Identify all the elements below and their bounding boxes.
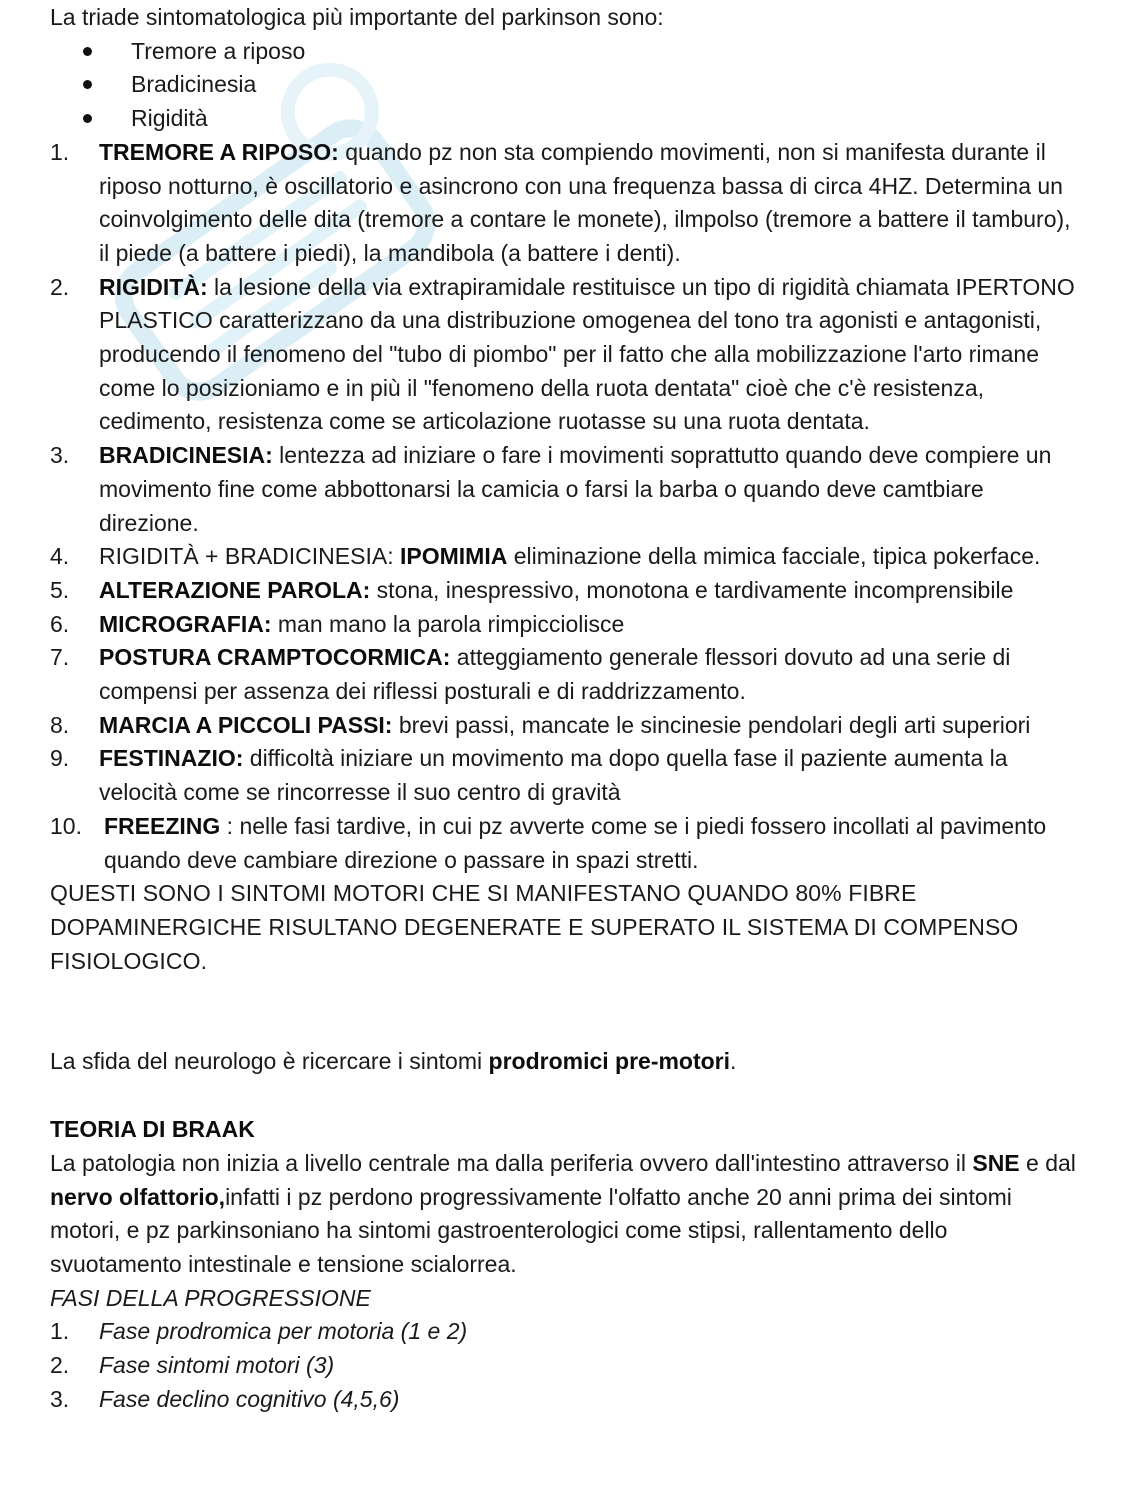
motor-symptoms-note: QUESTI SONO I SINTOMI MOTORI CHE SI MANIFESTANO QUANDO 80% FIBRE DOPAMINERGICHE RISULTANO DEGENERATE E SUPERATO IL SISTEMA DI COMPENSO FISIOLOGICO.: [50, 880, 1019, 974]
spacer: [50, 978, 1080, 1045]
triad-list: [50, 35, 1080, 136]
list-item: Tremore a riposo: [50, 35, 1080, 69]
phase-item-2: 2. Fase sintomi motori (3): [50, 1352, 335, 1379]
symptom-item-4: 4. RIGIDITÀ + BRADICINESIA: IPOMIMIA eliminazione della mimica facciale, tipica pokerface.: [50, 543, 1041, 570]
bullet-icon: [83, 80, 92, 89]
braak-heading: TEORIA DI BRAAK: [50, 1116, 255, 1143]
symptom-item-5: 5. ALTERAZIONE PAROLA: stona, inespressivo, monotona e tardivamente incomprensibile: [50, 576, 1014, 603]
phase-item-1: 1. Fase prodromica per motoria (1 e 2): [50, 1318, 468, 1345]
symptoms-list: [50, 136, 1080, 877]
symptom-item-3: 3. BRADICINESIA: lentezza ad iniziare o fare i movimenti soprattutto quando deve compiere un movimento fine come abbottonarsi la camicia o farsi la barba o quando deve camtbiare direzione.: [50, 442, 1052, 536]
symptom-item-2: 2. RIGIDITÀ: la lesione della via extrapiramidale restituisce un tipo di rigidità chiamata IPERTONO PLASTICO caratterizzano da una distribuzione omogenea del tono tra agonisti e antagonisti, producendo il fenomeno del "tubo di piombo" per il fatto che alla mobilizzazione l'arto rimane come lo posizioniamo e in più il "fenomeno della ruota dentata" cioè che c'è resistenza, cedimento, resistenza come se articolazione ruotasse su una ruota dentata.: [50, 273, 1075, 435]
phase-item-3: 3. Fase declino cognitivo (4,5,6): [50, 1385, 400, 1412]
symptom-item-8: 8. MARCIA A PICCOLI PASSI: brevi passi, mancate le sincinesie pendolari degli arti superiori: [50, 711, 1031, 738]
document-page: [50, 1, 1080, 1416]
list-item: Rigidità: [50, 102, 1080, 136]
intro-text: La triade sintomatologica più importante del parkinson sono:: [50, 4, 664, 30]
phases-heading: FASI DELLA PROGRESSIONE: [50, 1284, 371, 1311]
challenge-text: La sfida del neurologo è ricercare i sintomi prodromici pre-motori.: [50, 1048, 737, 1075]
symptom-item-7: 7. POSTURA CRAMPTOCORMICA: atteggiamento generale flessori dovuto ad una serie di compensi per assenza dei riflessi posturali e di raddrizzamento.: [50, 644, 1011, 705]
phases-list: [50, 1315, 1080, 1416]
symptom-item-10: 10. FREEZING : nelle fasi tardive, in cui pz avverte come se i piedi fossero incollati al pavimento quando deve cambiare direzione o passare in spazi stretti.: [50, 812, 1047, 873]
braak-paragraph: La patologia non inizia a livello centrale ma dalla periferia ovvero dall'intestino attraverso il SNE e dal nervo olfattorio,infatti i pz perdono progressivamente l'olfatto anche 20 anni prima dei sintomi motori, e pz parkinsoniano ha sintomi gastroenterologici come stipsi, rallentamento dello svuotamento intestinale e tensione scialorrea.: [50, 1149, 1076, 1277]
bullet-icon: [83, 114, 92, 123]
symptom-item-9: 9. FESTINAZIO: difficoltà iniziare un movimento ma dopo quella fase il paziente aumenta la velocità come se rincorresse il suo centro di gravità: [50, 745, 1008, 806]
list-item: Bradicinesia: [50, 68, 1080, 102]
symptom-item-6: 6. MICROGRAFIA: man mano la parola rimpicciolisce: [50, 610, 625, 637]
spacer: [50, 1079, 1080, 1113]
bullet-icon: [83, 47, 92, 56]
symptom-item-1: 1. TREMORE A RIPOSO: quando pz non sta compiendo movimenti, non si manifesta durante il riposo notturno, è oscillatorio e asincrono con una frequenza bassa di circa 4HZ. Determina un coinvolgimento delle dita (tremore a contare le monete), ilmpolso (tremore a battere il tamburo), il piede (a battere i piedi), la mandibola (a battere i denti).: [50, 138, 1071, 266]
